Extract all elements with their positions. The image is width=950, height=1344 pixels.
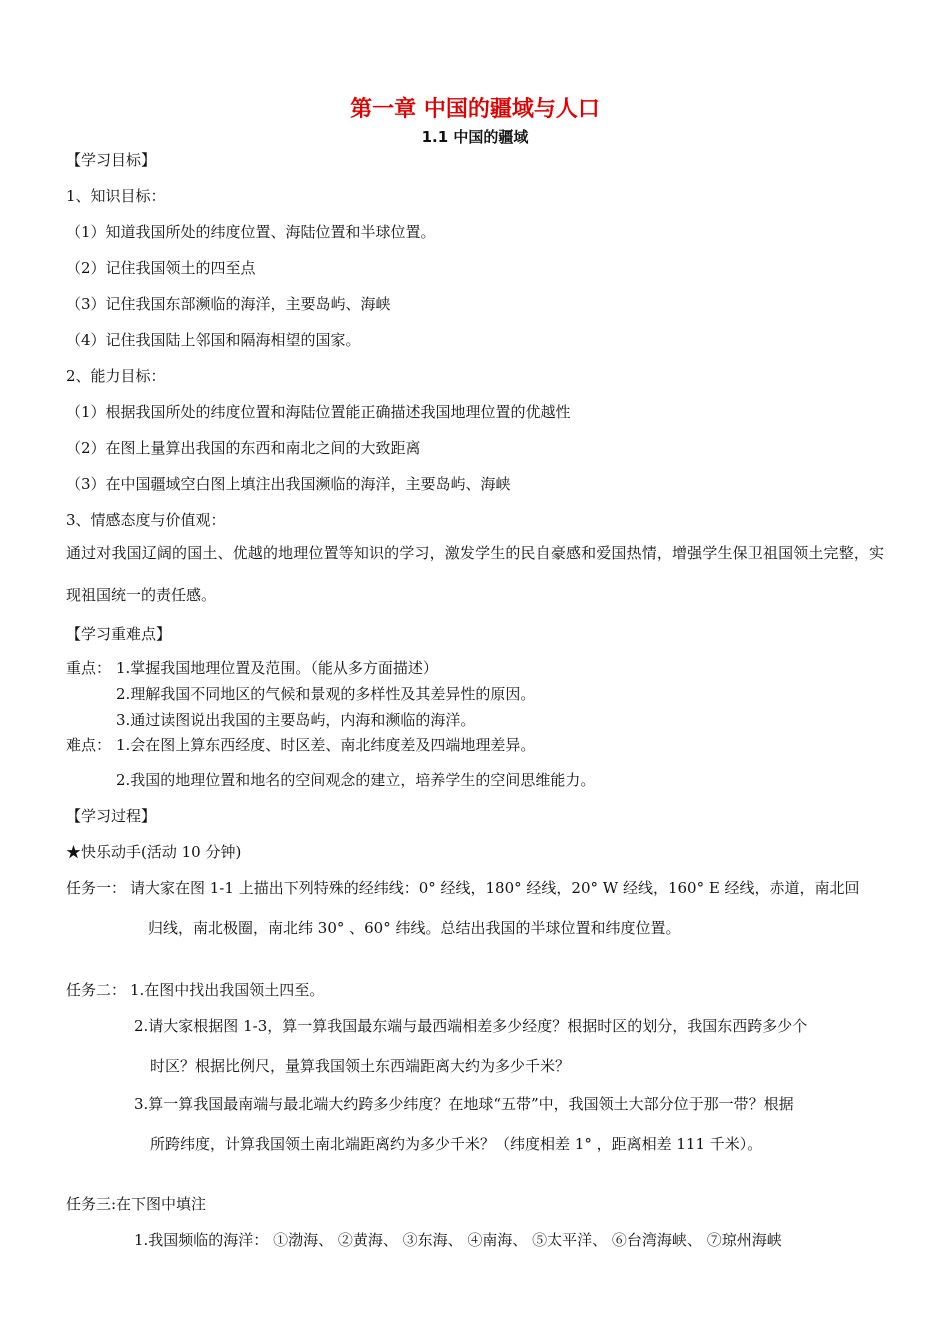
task1-label: 任务一： <box>66 879 127 897</box>
knowledge-item: （4）记住我国陆上邻国和隔海相望的国家。 <box>66 331 361 349</box>
ability-item: （3）在中国疆域空白图上填注出我国濒临的海洋，主要岛屿、海峡 <box>66 475 511 493</box>
section-title: 1.1 中国的疆域 <box>421 128 529 146</box>
key-label: 重点： <box>66 659 112 677</box>
key-item: 3.通过读图说出我国的主要岛屿，内海和濒临的海洋。 <box>116 711 476 729</box>
difficult-item: 2.我国的地理位置和地名的空间观念的建立，培养学生的空间思维能力。 <box>116 771 596 789</box>
objectives-heading: 【学习目标】 <box>66 151 157 169</box>
task2-item: 1.在图中找出我国领土四至。 <box>130 981 325 999</box>
task2-item: 所跨纬度，计算我国领土南北端距离约为多少千米？（纬度相差 1° ，距离相差 111 千米）。 <box>150 1135 763 1153</box>
task1-line: 请大家在图 1-1 上描出下列特殊的经纬线：0° 经线，180° 经线，20° W 经线，160° E 经线，赤道，南北回 <box>130 879 860 897</box>
task3-item: 1.我国频临的海洋： ①渤海、 ②黄海、 ③东海、 ④南海、 ⑤太平洋、 ⑥台湾海峡、 ⑦琼州海峡 <box>134 1231 782 1249</box>
key-item: 2.理解我国不同地区的气候和景观的多样性及其差异性的原因。 <box>116 685 536 703</box>
chapter-title: 第一章 中国的疆域与人口 <box>350 97 600 122</box>
knowledge-heading: 1、知识目标： <box>66 187 166 205</box>
emotion-heading: 3、情感态度与价值观： <box>66 511 226 529</box>
key-item: 1.掌握我国地理位置及范围。（能从多方面描述） <box>116 659 438 677</box>
activity-label: ★快乐动手(活动 10 分钟) <box>66 843 242 861</box>
emotion-paragraph: 通过对我国辽阔的国土、优越的地理位置等知识的学习，激发学生的民自豪感和爱国热情，增强学生保卫祖国领土完整，实现祖国统一的责任感。 <box>66 544 884 604</box>
difficult-label: 难点： <box>66 736 112 754</box>
task2-label: 任务二： <box>66 981 127 999</box>
key-points-heading: 【学习重难点】 <box>66 625 172 643</box>
process-heading: 【学习过程】 <box>66 807 157 825</box>
knowledge-item: （2）记住我国领土的四至点 <box>66 259 256 277</box>
ability-item: （1）根据我国所处的纬度位置和海陆位置能正确描述我国地理位置的优越性 <box>66 403 571 421</box>
difficult-item: 1.会在图上算东西经度、时区差、南北纬度差及四端地理差异。 <box>116 736 536 754</box>
task2-item: 3.算一算我国最南端与最北端大约跨多少纬度？在地球“五带”中，我国领土大部分位于那一带？根据 <box>134 1095 794 1113</box>
task2-item: 2.请大家根据图 1-3，算一算我国最东端与最西端相差多少经度？根据时区的划分，我国东西跨多少个 <box>134 1017 808 1035</box>
knowledge-item: （3）记住我国东部濒临的海洋，主要岛屿、海峡 <box>66 295 391 313</box>
task3-label: 任务三:在下图中填注 <box>66 1195 207 1213</box>
ability-heading: 2、能力目标： <box>66 367 166 385</box>
task2-item: 时区？根据比例尺，量算我国领土东西端距离大约为多少千米？ <box>150 1057 571 1075</box>
task1-line: 归线，南北极圈，南北纬 30° 、60° 纬线。总结出我国的半球位置和纬度位置。 <box>148 919 681 937</box>
ability-item: （2）在图上量算出我国的东西和南北之间的大致距离 <box>66 439 421 457</box>
knowledge-item: （1）知道我国所处的纬度位置、海陆位置和半球位置。 <box>66 223 436 241</box>
